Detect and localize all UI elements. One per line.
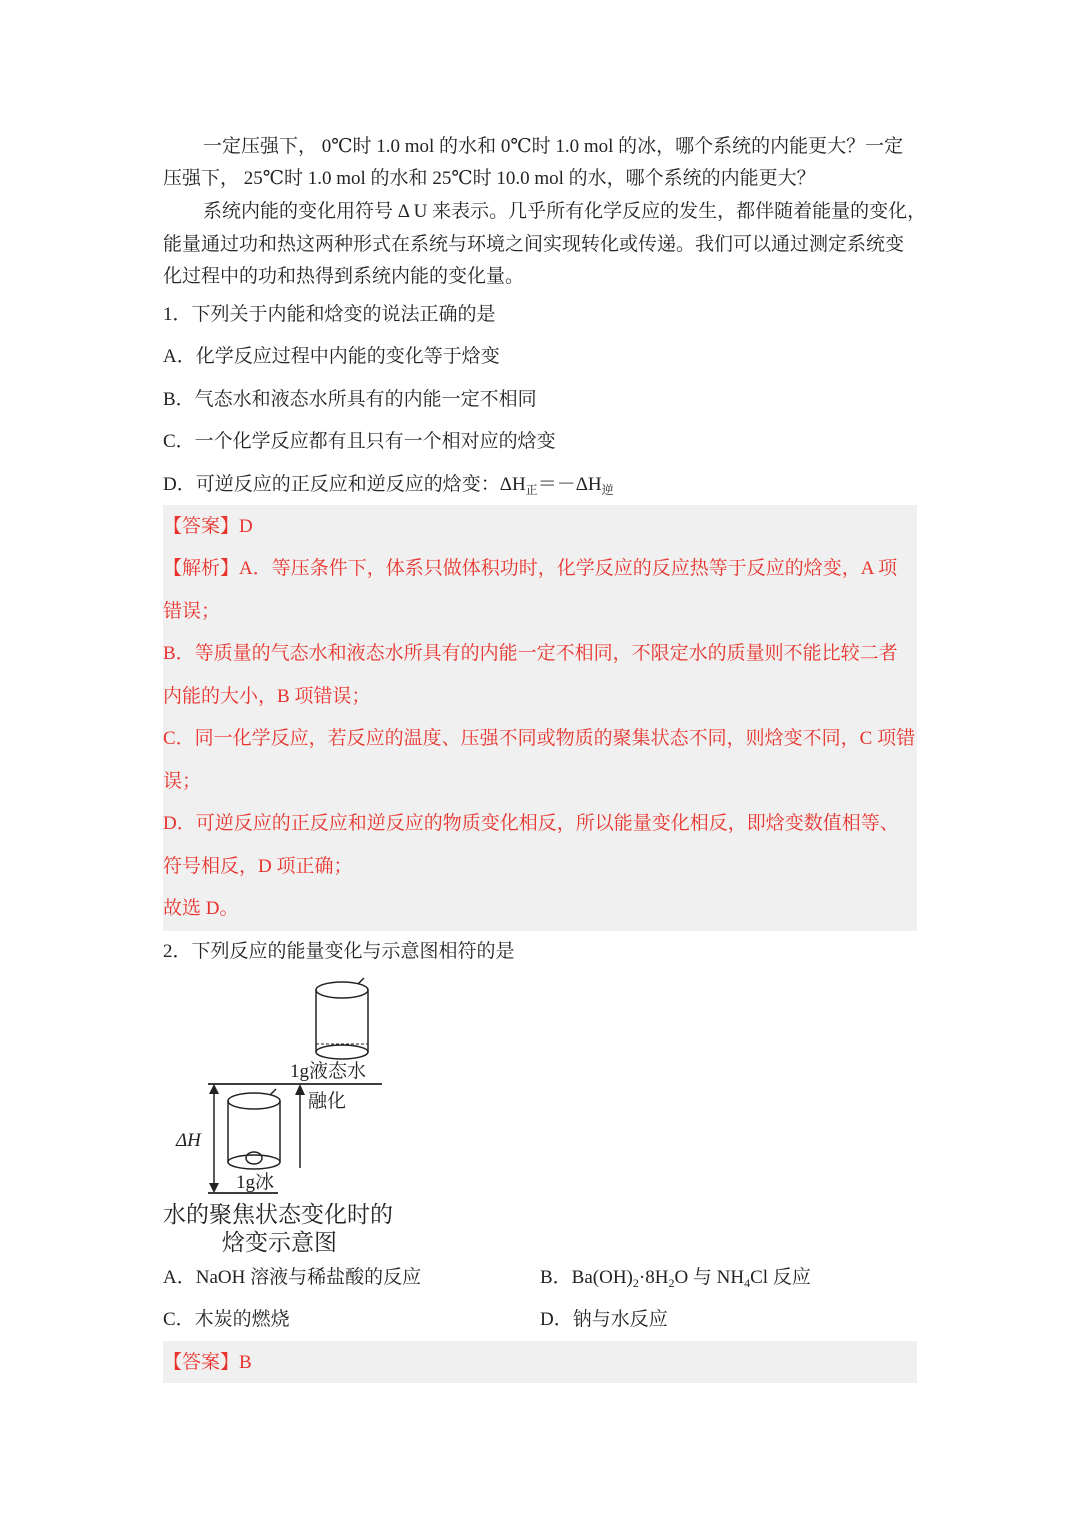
liquid-water-beaker-icon	[316, 978, 368, 1059]
intro-p2-line3: 化过程中的功和热得到系统内能的变化量。	[163, 266, 525, 287]
q1-option-c: C．一个化学反应都有且只有一个相对应的焓变	[163, 431, 556, 452]
q1-analysis-line1: 【解析】A．等压条件下，体系只做体积功时，化学反应的反应热等于反应的焓变，A 项	[163, 558, 898, 579]
q1-option-d-mid: ＝－ΔH	[537, 474, 602, 495]
q1-option-a: A．化学反应过程中内能的变化等于焓变	[163, 346, 500, 367]
ice-beaker-icon	[228, 1089, 280, 1169]
q1-analysis-line5: C．同一化学反应，若反应的温度、压强不同或物质的聚集状态不同，则焓变不同，C 项错	[163, 728, 916, 749]
q2-option-d: D．钠与水反应	[540, 1309, 668, 1330]
q1-answer: 【答案】D	[163, 516, 253, 537]
q1-analysis-line6: 误；	[163, 771, 202, 792]
q2-option-a: A．NaOH 溶液与稀盐酸的反应	[163, 1267, 422, 1288]
q1-option-d-sub1: 正	[525, 483, 538, 497]
q2-option-b-text1: B．Ba(OH)	[540, 1267, 633, 1288]
q1-analysis-line3: B．等质量的气态水和液态水所具有的内能一定不相同，不限定水的质量则不能比较二者	[163, 643, 898, 664]
liquid-water-label: 1g液态水	[290, 1061, 367, 1082]
q1-analysis-line9: 故选 D。	[163, 898, 239, 919]
q2-option-b-text4: Cl 反应	[750, 1267, 811, 1288]
enthalpy-diagram	[160, 970, 420, 1200]
intro-p2-line2: 能量通过功和热这两种形式在系统与环境之间实现转化或传递。我们可以通过测定系统变	[163, 234, 905, 255]
intro-p2-line1: 系统内能的变化用符号 Δ U 来表示。几乎所有化学反应的发生，都伴随着能量的变化，	[203, 201, 927, 222]
q1-option-d-prefix: D．可逆反应的正反应和逆反应的焓变：ΔH	[163, 474, 526, 495]
q2-option-b-text3: O 与 NH	[674, 1267, 745, 1288]
q1-analysis-line4: 内能的大小，B 项错误；	[163, 686, 371, 707]
intro-p1-line1: 一定压强下， 0℃时 1.0 mol 的水和 0℃时 1.0 mol 的冰，哪个系统的内能更大？一定	[203, 136, 904, 157]
q1-option-b: B．气态水和液态水所具有的内能一定不相同	[163, 389, 537, 410]
q2-stem: 2．下列反应的能量变化与示意图相符的是	[163, 941, 515, 962]
q2-answer: 【答案】B	[163, 1352, 252, 1373]
q2-option-b-sub1: 2	[632, 1276, 639, 1290]
q2-option-b-sub2: 2	[668, 1276, 675, 1290]
q1-analysis-line2: 错误；	[163, 601, 221, 622]
q2-option-b	[540, 1266, 811, 1295]
q1-analysis-line8: 符号相反，D 项正确；	[163, 856, 353, 877]
q2-option-c: C．木炭的燃烧	[163, 1309, 290, 1330]
q1-analysis-line7: D．可逆反应的正反应和逆反应的物质变化相反，所以能量变化相反，即焓变数值相等、	[163, 813, 899, 834]
q1-stem: 1．下列关于内能和焓变的说法正确的是	[163, 304, 496, 325]
delta-h-label: ΔH	[176, 1130, 201, 1151]
q1-option-d	[163, 473, 614, 502]
diagram-caption-line1: 水的聚焦状态变化时的	[163, 1202, 393, 1227]
intro-p1-line2: 压强下， 25℃时 1.0 mol 的水和 25℃时 10.0 mol 的水，哪个系统的内能更大？	[163, 168, 816, 189]
q2-option-b-sub3: 4	[744, 1276, 751, 1290]
ice-label: 1g冰	[236, 1172, 275, 1193]
q2-option-b-text2: ·8H	[638, 1267, 669, 1288]
diagram-caption-line2: 焓变示意图	[222, 1230, 337, 1255]
q2-answer-box	[163, 1341, 917, 1383]
melting-label: 融化	[308, 1091, 347, 1112]
q1-option-d-sub2: 逆	[601, 483, 614, 497]
